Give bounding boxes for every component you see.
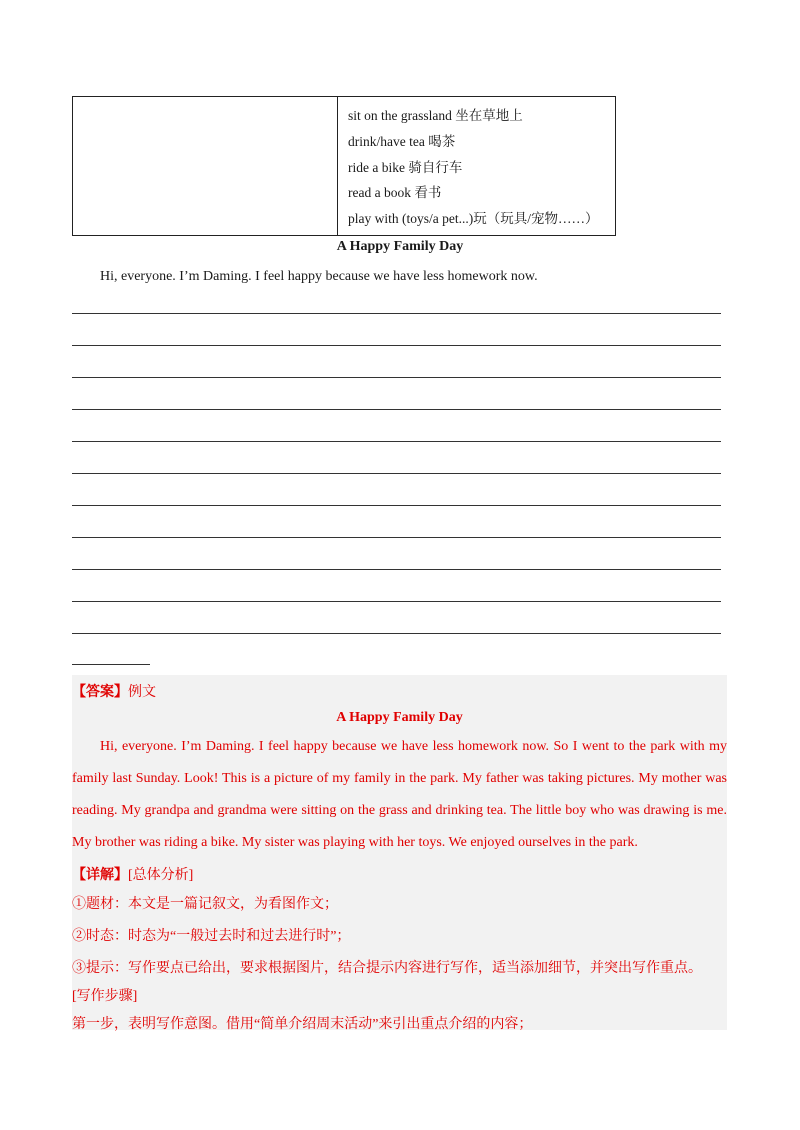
essay-line: Hi, everyone. I’m Daming. I feel happy because we have less homework now. So I went to the park with my (100, 739, 727, 754)
writing-line (72, 409, 721, 410)
writing-line (72, 537, 721, 538)
phrase-item: ride a bike 骑自行车 (348, 159, 463, 175)
phrase-item: drink/have tea 喝茶 (348, 133, 456, 149)
writing-line (72, 473, 721, 474)
answer-label-suffix: 例文 (128, 685, 156, 700)
phrase-item: play with (toys/a pet...)玩（玩具/宠物……） (348, 211, 599, 227)
answer-section (72, 675, 727, 1030)
answer-label-line (72, 681, 156, 701)
writing-line (72, 313, 721, 314)
analysis-item: ①题材：本文是一篇记叙文，为看图作文； (72, 897, 338, 912)
writing-line (72, 569, 721, 570)
essay-line: reading. My grandpa and grandma were sitting on the grass and drinking tea. The little boy who was drawing is me. (72, 803, 727, 818)
essay-title: A Happy Family Day (336, 239, 464, 254)
writing-line (72, 633, 721, 634)
step-item: 第一步，表明写作意图。借用“简单介绍周末活动”来引出重点介绍的内容； (72, 1017, 533, 1032)
phrase-item: sit on the grassland 坐在草地上 (348, 108, 523, 123)
phrase-item: read a book 看书 (348, 185, 442, 201)
table-left-cell (73, 97, 338, 235)
phrase-table (72, 96, 616, 236)
detail-label-line (72, 864, 193, 884)
steps-heading: [写作步骤] (72, 989, 138, 1004)
analysis-item: ③提示：写作要点已给出，要求根据图片，结合提示内容进行写作，适当添加细节，并突出写作重点。 (72, 961, 702, 976)
essay-intro: Hi, everyone. I’m Daming. I feel happy because we have less homework now. (100, 269, 538, 284)
writing-line (72, 345, 721, 346)
answer-label: 【答案】 (72, 685, 128, 700)
essay-line: My brother was riding a bike. My sister was playing with her toys. We enjoyed ourselves in the park. (72, 835, 638, 850)
writing-line (72, 505, 721, 506)
writing-line (72, 601, 721, 602)
writing-line-end (72, 664, 150, 665)
table-right-cell (338, 97, 615, 235)
analysis-item: ②时态：时态为“一般过去时和过去进行时”； (72, 929, 351, 944)
writing-line (72, 377, 721, 378)
writing-line (72, 441, 721, 442)
answer-title: A Happy Family Day (336, 710, 463, 725)
detail-label-suffix: [总体分析] (128, 868, 194, 883)
essay-line: family last Sunday. Look! This is a picture of my family in the park. My father was taking pictures. My mother was (72, 771, 727, 786)
detail-label: 【详解】 (72, 868, 128, 883)
